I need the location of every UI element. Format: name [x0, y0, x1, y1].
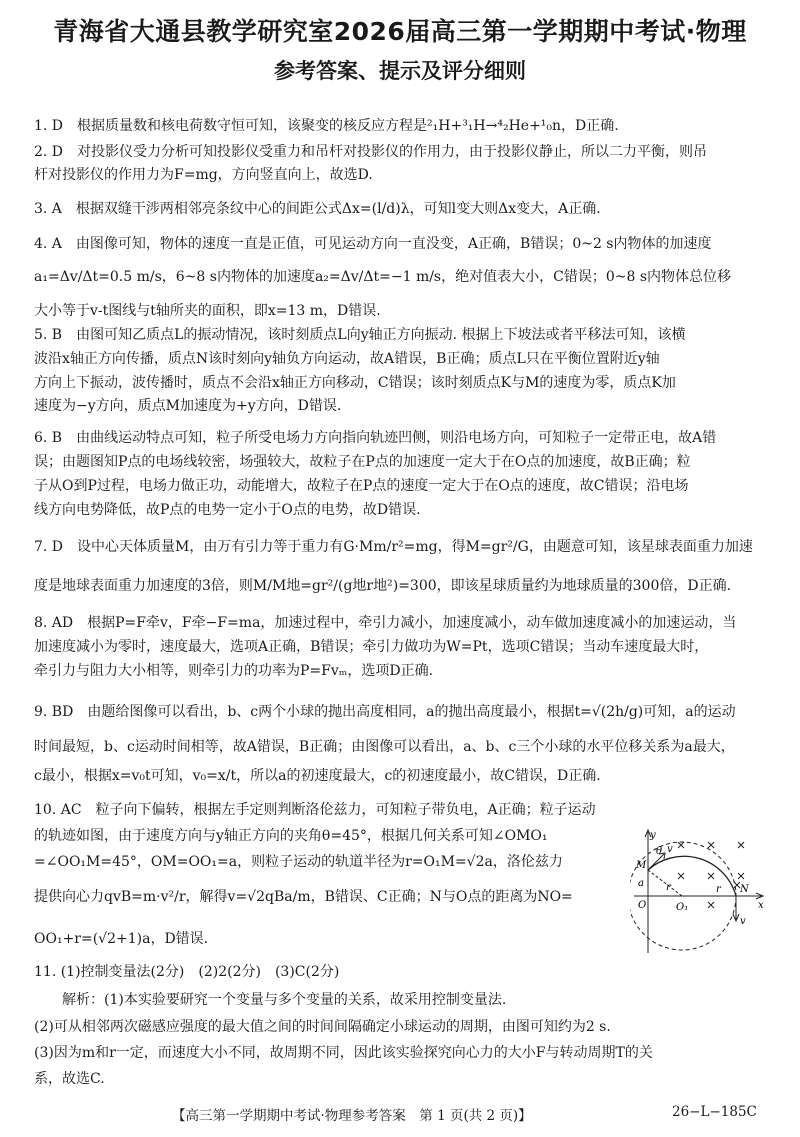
diagram-label: O	[638, 900, 647, 911]
answer-line: 2. D 对投影仪受力分析可知投影仪受重力和吊杆对投影仪的作用力，由于投影仪静止，所以二力平衡，则吊	[34, 144, 708, 160]
answer-line: 4. A 由图像可知，物体的速度一直是正值，可见运动方向一直没变，A正确，B错误；0~2 s内物体的加速度	[34, 236, 712, 252]
answer-line: 速度为−y方向，质点M加速度为+y方向，D错误.	[34, 398, 342, 414]
diagram-label: r	[666, 882, 671, 893]
answer-line: 解析：(1)本实验要研究一个变量与多个变量的关系，故采用控制变量法.	[62, 992, 507, 1008]
answer-line: 的轨迹如图，由于速度方向与y轴正方向的夹角θ=45°，根据几何关系可知∠OMO₁	[34, 828, 548, 844]
diagram-label: M	[636, 860, 647, 871]
answer-line: 子从O到P过程，电场力做正功，动能增大，故粒子在P点的速度一定大于在O点的速度，故C错误；沿电场	[34, 478, 689, 494]
answer-line: 加速度减小为零时，速度最大，选项A正确，B错误；牵引力做功为W=Pt，选项C错误；当动车速度最大时，	[34, 639, 709, 655]
answer-line: 3. A 根据双缝干涉两相邻亮条纹中心的间距公式Δx=(l/d)λ，可知l变大则Δx变大，A正确.	[34, 201, 601, 217]
diagram-label: a	[638, 878, 644, 889]
answer-line: 6. B 由曲线运动特点可知，粒子所受电场力方向指向轨迹凹侧，则沿电场方向，可知粒子一定带正电，故A错	[34, 430, 717, 446]
answer-line: 10. AC 粒子向下偏转，根据左手定则判断洛伦兹力，可知粒子带负电，A正确；粒子运动	[34, 802, 596, 818]
diagram-label: x	[758, 900, 764, 911]
answer-line: 牵引力与阻力大小相等，则牵引力的功率为P=Fvₘ，选项D正确.	[34, 663, 434, 679]
magnetic-field-diagram	[630, 828, 770, 963]
diagram-label: O₁	[676, 902, 689, 913]
answer-line: 5. B 由图可知乙质点L的振动情况，该时刻质点L向y轴正方向振动. 根据上下坡法或者平移法可知，该横	[34, 327, 686, 343]
answer-line: 8. AD 根据P=F牵v，F牵−F=ma，加速过程中，牵引力减小，加速度减小，动车做加速度减小的加速运动，当	[34, 615, 737, 631]
answer-line: 提供向心力qvB=m·v²/r，解得v=√2qBa/m，B错误、C正确；N与O点的距离为NO=	[34, 889, 573, 905]
answer-line: =∠OO₁M=45°，OM=OO₁=a，则粒子运动的轨道半径为r=O₁M=√2a，洛伦兹力	[34, 854, 563, 870]
answer-line: 系，故选C.	[34, 1071, 105, 1087]
answer-line: 9. BD 由题给图像可以看出，b、c两个小球的抛出高度相同，a的抛出高度最小，根据t=√(2h/g)可知，a的运动	[34, 704, 736, 720]
answer-line: OO₁+r=(√2+1)a，D错误.	[34, 931, 209, 947]
diagram-label: v	[667, 844, 673, 855]
answer-line: 线方向电势降低，故P点的电势一定小于O点的电势，故D错误.	[34, 502, 421, 518]
diagram-label: y	[650, 830, 656, 841]
answer-line: 11. (1)控制变量法(2分) (2)2(2分) (3)C(2分)	[34, 964, 340, 980]
answer-line: 波沿x轴正方向传播，质点N该时刻向y轴负方向运动，故A错误，B正确；质点L只在平衡位置附近y轴	[34, 351, 660, 367]
page-subtitle: 参考答案、提示及评分细则	[274, 59, 526, 83]
diagram-label: N	[740, 884, 749, 895]
page-footer: 【高三第一学期期中考试·物理参考答案 第 1 页(共 2 页)】	[172, 1108, 532, 1124]
answer-line: 误；由题图知P点的电场线较密，场强较大，故粒子在P点的加速度一定大于在O点的加速度，故B正确；粒	[34, 454, 691, 470]
diagram-label: r	[716, 884, 721, 895]
page-title: 青海省大通县教学研究室2026届高三第一学期期中考试·物理	[53, 17, 747, 46]
answer-line: 7. D 设中心天体质量M，由万有引力等于重力有G·Mm/r²=mg，得M=gr²/G，由题意可知，该星球表面重力加速	[34, 539, 753, 555]
answer-line: 杆对投影仪的作用力为F=mg，方向竖直向上，故选D.	[34, 167, 373, 183]
answer-line: 1. D 根据质量数和核电荷数守恒可知，该聚变的核反应方程是²₁H+³₁H→⁴₂He+¹₀n，D正确.	[34, 118, 619, 134]
answer-line: a₁=Δv/Δt=0.5 m/s，6~8 s内物体的加速度a₂=Δv/Δt=−1 m/s，绝对值表大小，C错误；0~8 s内物体总位移	[34, 269, 732, 285]
diagram-label: v	[740, 916, 746, 927]
answer-line: 度是地球表面重力加速度的3倍，则M/M地=gr²/(g地r地²)=300，即该星球质量约为地球质量的300倍，D正确.	[34, 578, 732, 594]
answer-line: 大小等于v-t图线与t轴所夹的面积，即x=13 m，D错误.	[34, 303, 381, 319]
answer-line: (3)因为m和r一定，而速度大小不同，故周期不同，因此该实验探究向心力的大小F与转动周期T的关	[34, 1045, 653, 1061]
answer-line: 方向上下振动，波传播时，质点不会沿x轴正方向移动，C错误；该时刻质点K与M的速度为零，质点K加	[34, 375, 676, 391]
answer-line: c最小，根据x=v₀t可知，v₀=x/t，所以a的初速度最大，c的初速度最小，故C错误，D正确.	[34, 768, 601, 784]
answer-line: (2)可从相邻两次磁感应强度的最大值之间的时间间隔确定小球运动的周期，由图可知约为2 s.	[34, 1019, 611, 1035]
answer-line: 时间最短，b、c运动时间相等，故A错误，B正确；由图像可以看出，a、b、c三个小球的水平位移关系为a最大，	[34, 739, 735, 755]
document-code: 26−L−185C	[672, 1104, 757, 1120]
diagram-label: θ	[656, 846, 663, 857]
